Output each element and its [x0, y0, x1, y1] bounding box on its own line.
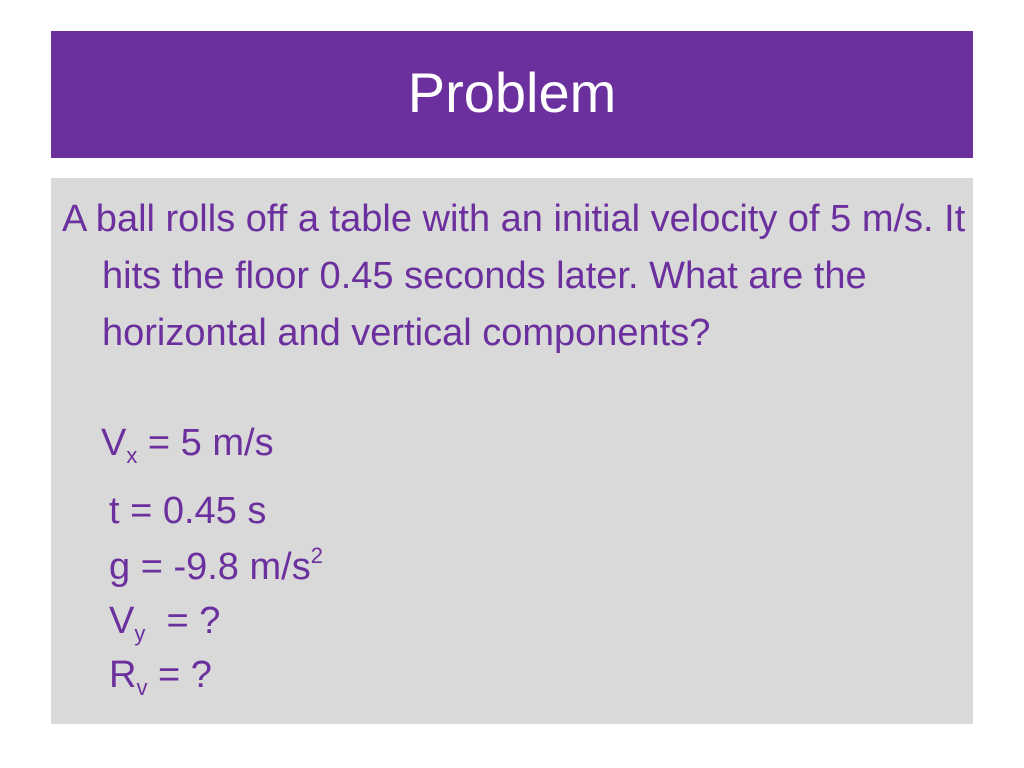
rv-subscript: v [136, 675, 148, 700]
vx-subscript: x [126, 443, 138, 468]
rv-value: = ? [147, 654, 212, 696]
vy-base: V [109, 600, 135, 642]
unknown-rv [109, 654, 212, 700]
g-superscript: 2 [310, 543, 323, 568]
content-box [51, 178, 973, 724]
known-vx [101, 422, 274, 468]
vy-value: = ? [145, 600, 221, 642]
title-bar [51, 31, 973, 158]
problem-statement: A ball rolls off a table with an initial velocity of 5 m/s. It hits the floor 0.45 seconds later. What are the horizontal and vertical components? [62, 198, 966, 354]
unknown-vy [109, 600, 221, 646]
g-value: g = -9.8 m/s [109, 546, 311, 588]
known-t [109, 492, 266, 530]
vy-subscript: y [134, 621, 146, 646]
slide-title: Problem [407, 60, 617, 124]
known-g [109, 543, 323, 588]
t-value: t = 0.45 s [109, 490, 267, 532]
vx-value: = 5 m/s [137, 422, 274, 464]
vx-base: V [101, 422, 127, 464]
rv-base: R [109, 654, 137, 696]
